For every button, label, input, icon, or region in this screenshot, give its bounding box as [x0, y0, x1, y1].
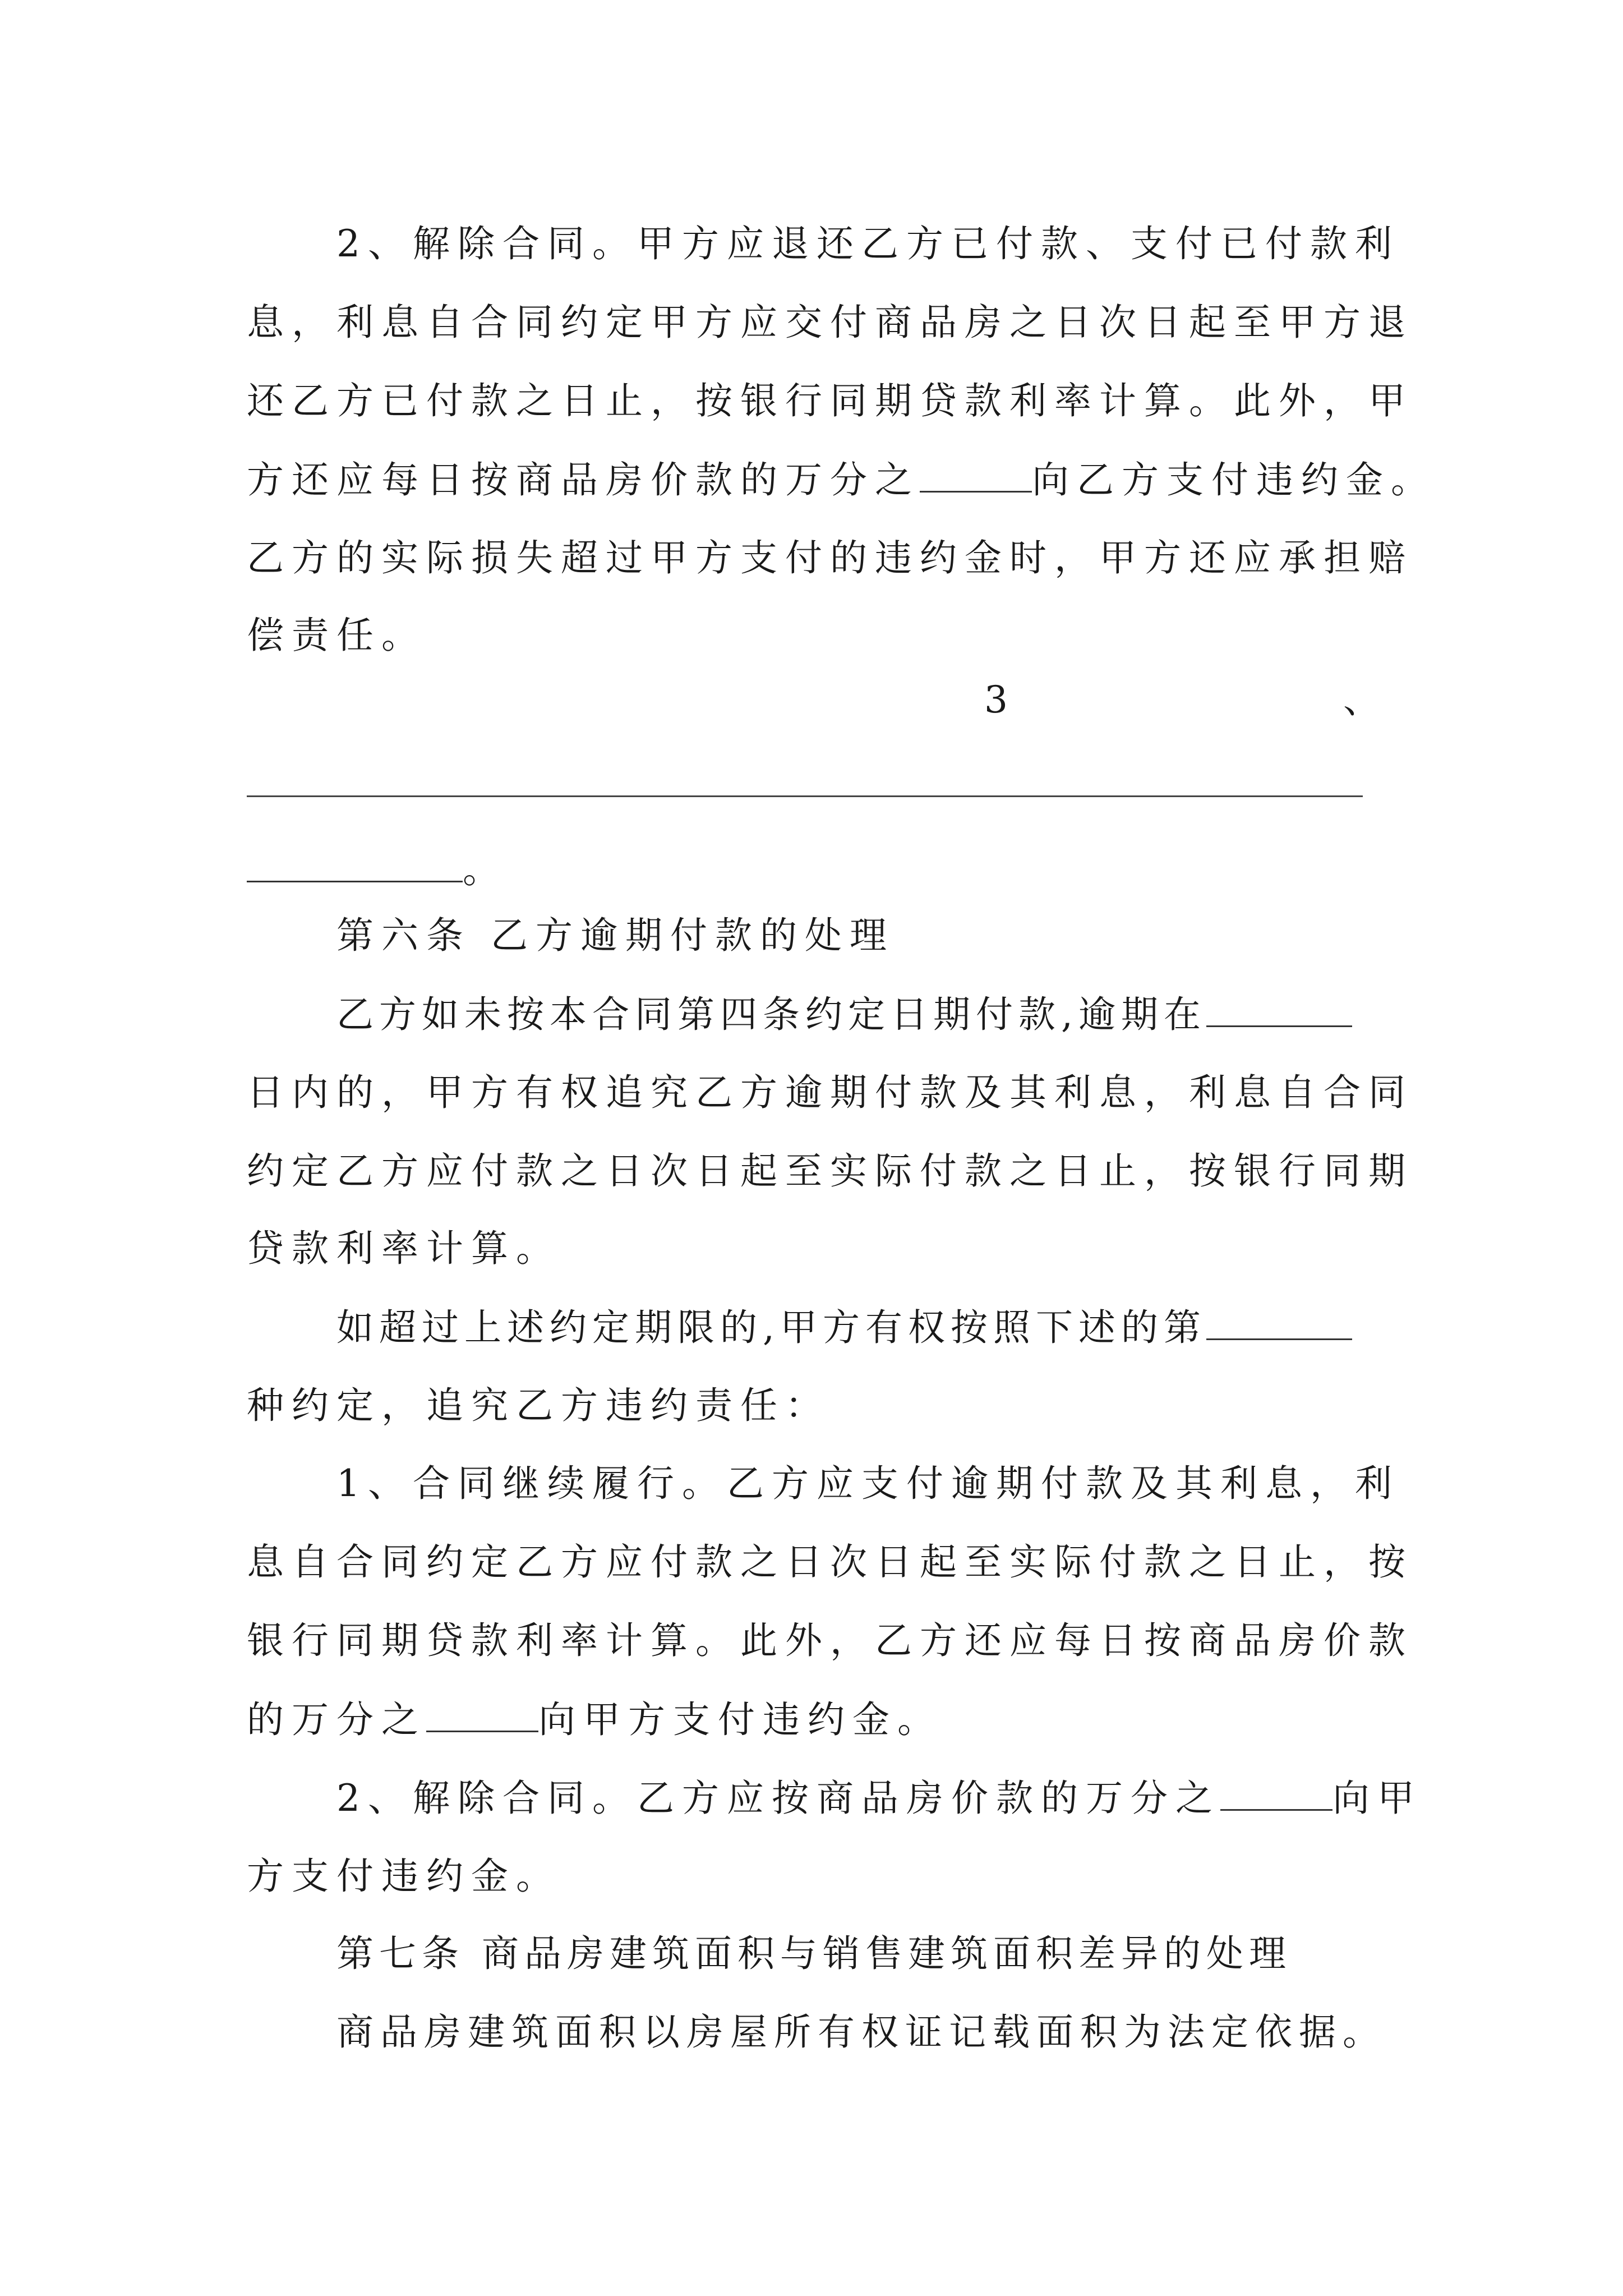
- paragraph-line: 息自合同约定乙方应付款之日次日起至实际付款之日止，按: [247, 1540, 1413, 1584]
- paragraph-line: [336, 1775, 1422, 1820]
- paragraph-line: 1、合同继续履行。乙方应支付逾期付款及其利息，利: [336, 1462, 1400, 1505]
- text-segment: 向甲: [1332, 1777, 1422, 1820]
- article-heading: 第六条 乙方逾期付款的处理: [336, 914, 895, 957]
- fill-blank: [1206, 992, 1352, 1027]
- fill-blank: [920, 457, 1032, 493]
- fill-blank-long: [247, 795, 1363, 797]
- paragraph-line: 还乙方已付款之日止，按银行同期贷款利率计算。此外，甲: [247, 379, 1413, 422]
- text-segment: 2、解除合同。乙方应按商品房价款的万分之: [336, 1777, 1220, 1820]
- text-segment: 乙方如未按本合同第四条约定日期付款,逾期在: [336, 993, 1206, 1036]
- paragraph-line: 乙方的实际损失超过甲方支付的违约金时，甲方还应承担赔: [247, 536, 1413, 579]
- fill-blank: [247, 847, 463, 882]
- item-number: 3: [984, 678, 1008, 721]
- paragraph-line: 商品房建筑面积以房屋所有权证记载面积为法定依据。: [336, 2010, 1386, 2054]
- paragraph-line: 2、解除合同。甲方应退还乙方已付款、支付已付款利: [336, 222, 1400, 265]
- paragraph-line: [247, 1697, 1391, 1742]
- paragraph-line: [336, 1305, 1391, 1350]
- paragraph-line: 息，利息自合同约定甲方应交付商品房之日次日起至甲方退: [247, 301, 1413, 344]
- item-separator: 、: [1343, 678, 1380, 721]
- text-segment: 方还应每日按商品房价款的万分之: [247, 458, 920, 501]
- paragraph-line: [247, 457, 1436, 502]
- text-segment: 的万分之: [247, 1698, 426, 1741]
- paragraph-line: 方支付违约金。: [247, 1855, 561, 1898]
- paragraph-line: 日内的，甲方有权追究乙方逾期付款及其利息，利息自合同: [247, 1071, 1413, 1114]
- fill-blank-end-line: [247, 847, 500, 892]
- fill-blank: [426, 1697, 538, 1732]
- paragraph-line: [336, 992, 1391, 1037]
- paragraph-line: 贷款利率计算。: [247, 1227, 561, 1270]
- paragraph-line: 约定乙方应付款之日次日起至实际付款之日止，按银行同期: [247, 1149, 1413, 1193]
- text-segment: 向甲方支付违约金。: [538, 1698, 942, 1741]
- paragraph-line: 银行同期贷款利率计算。此外，乙方还应每日按商品房价款: [247, 1619, 1413, 1662]
- paragraph-line: 偿责任。: [247, 614, 426, 657]
- text-segment: 如超过上述约定期限的,甲方有权按照下述的第: [336, 1306, 1206, 1349]
- text-segment: 向乙方支付违约金。: [1032, 458, 1436, 501]
- article-heading: 第七条 商品房建筑面积与销售建筑面积差异的处理: [336, 1932, 1292, 1975]
- fill-blank: [1220, 1775, 1332, 1811]
- paragraph-line: 种约定，追究乙方违约责任：: [247, 1384, 830, 1427]
- text-segment: 。: [463, 848, 500, 891]
- fill-blank: [1206, 1305, 1352, 1340]
